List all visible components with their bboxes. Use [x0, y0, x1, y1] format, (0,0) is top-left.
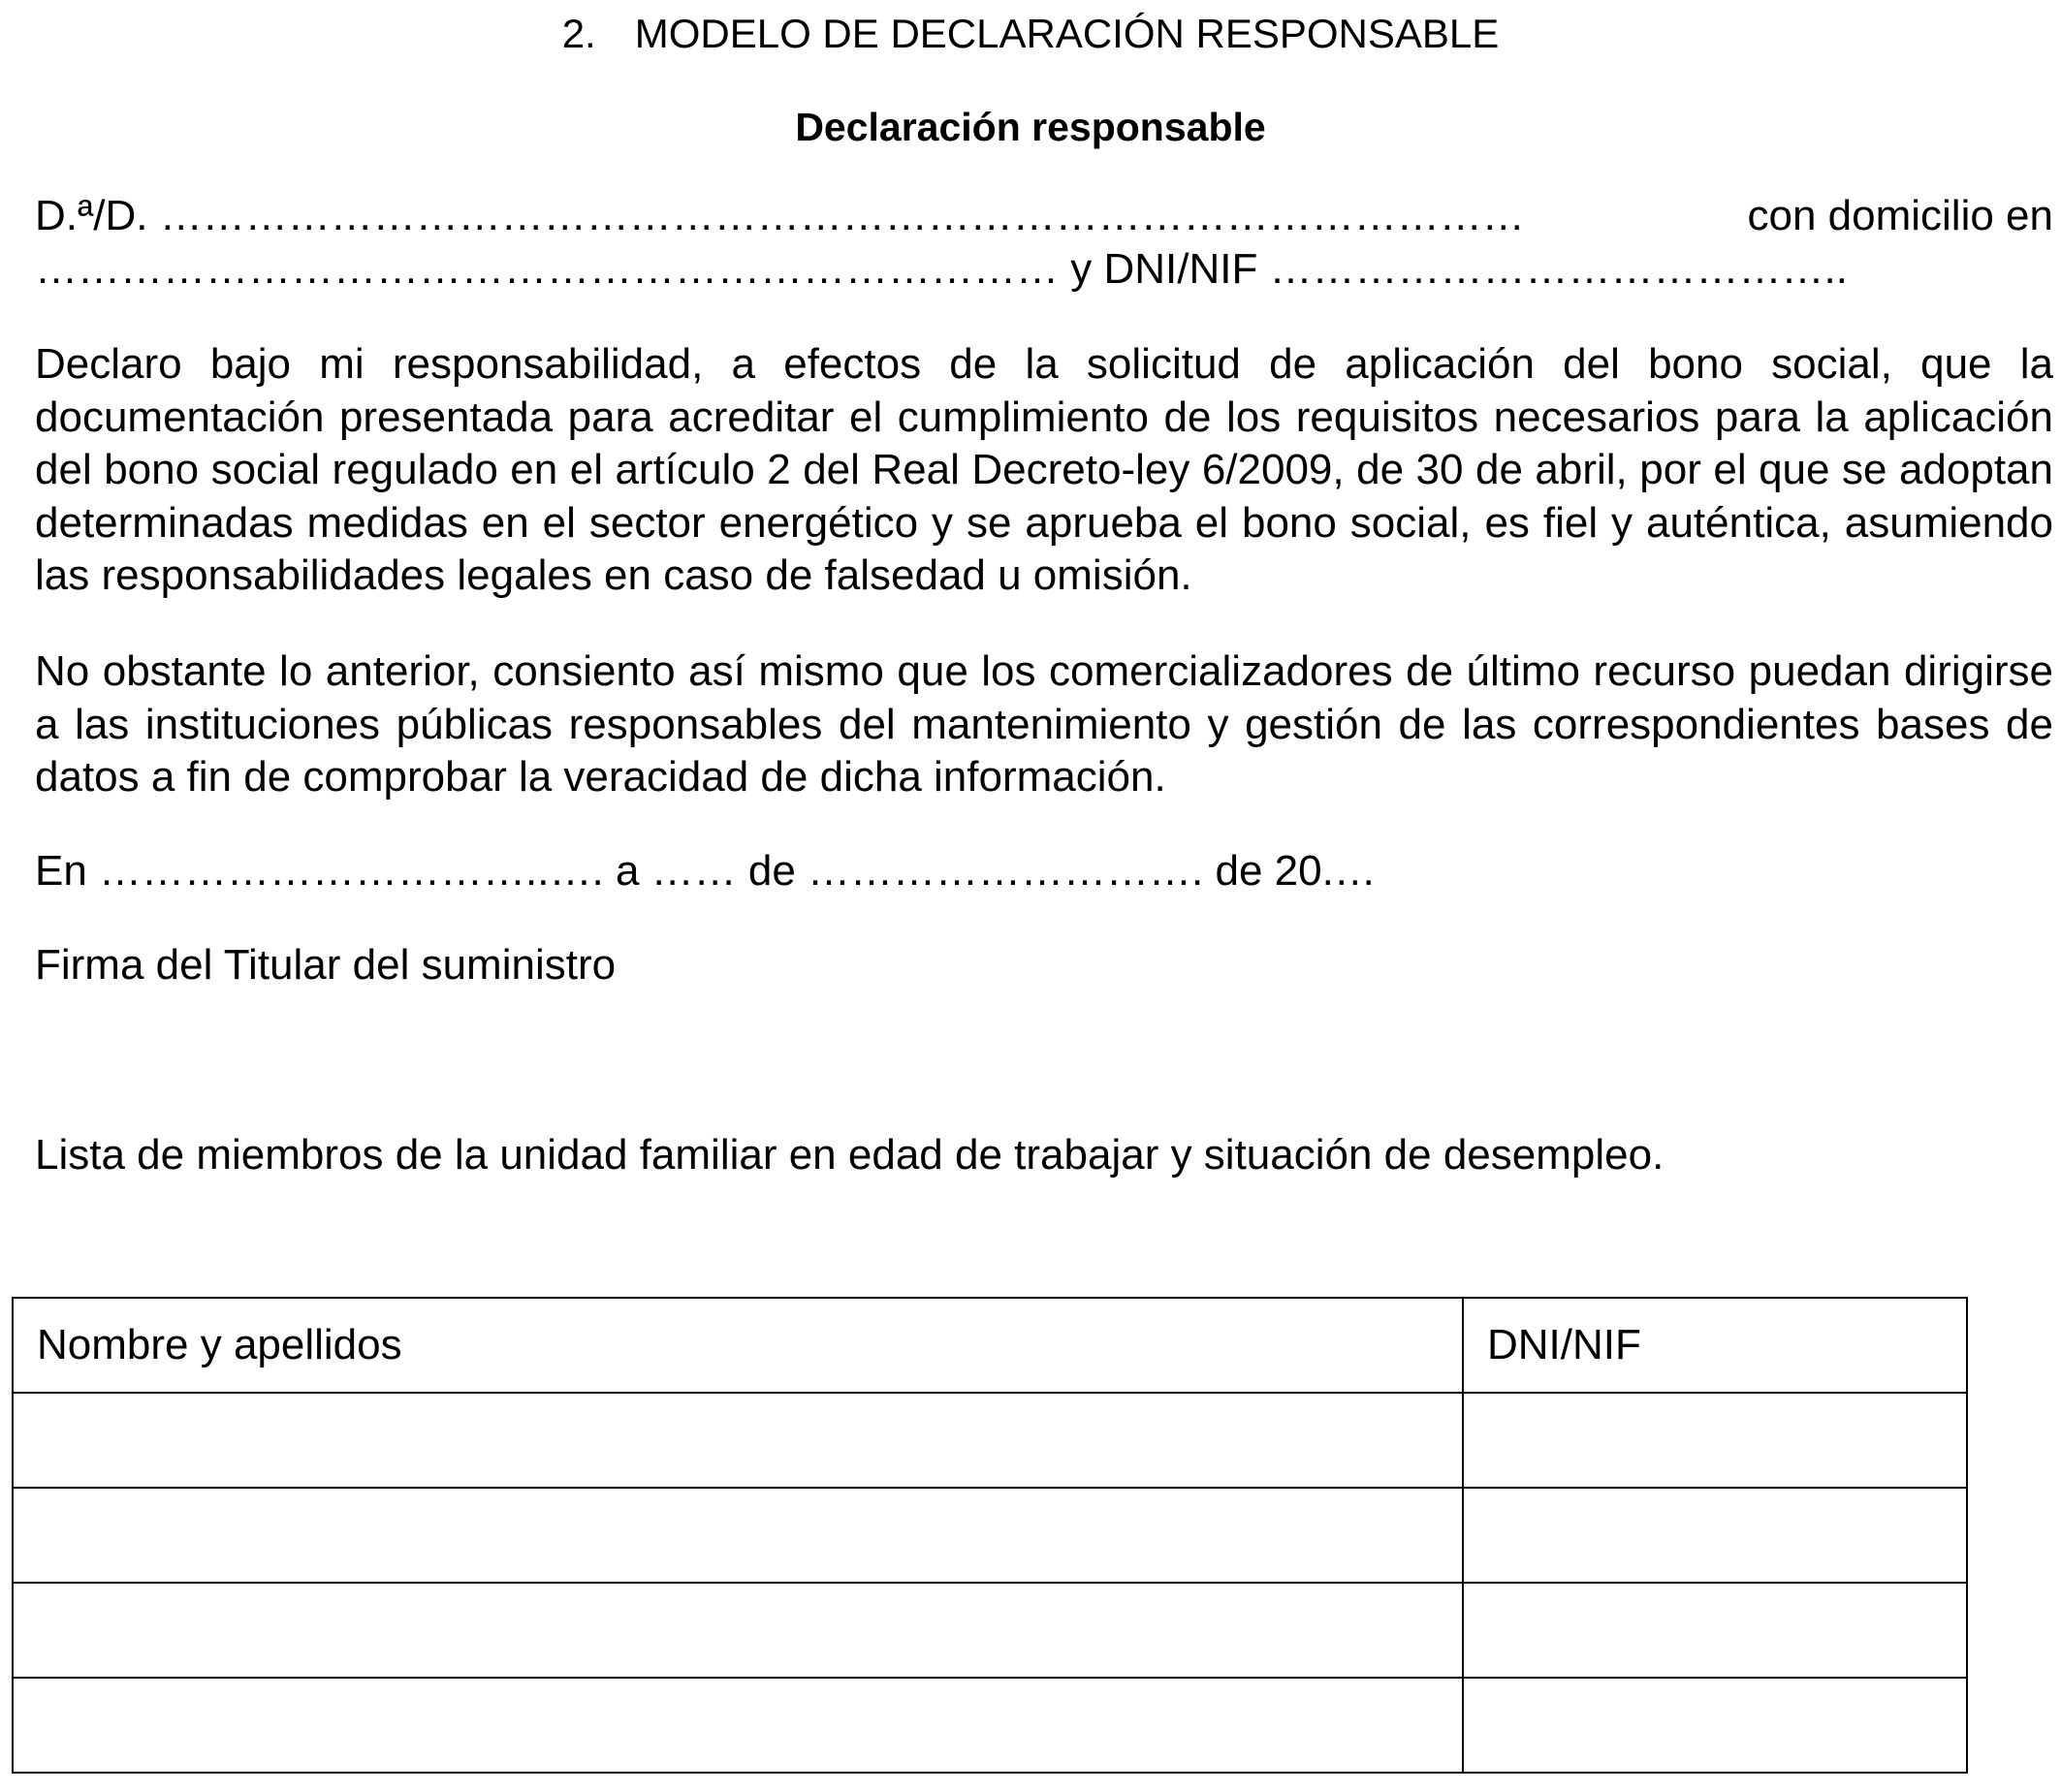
identification-line-2: ……………………………………………………………… y DNI/NIF ………………………………….. — [35, 245, 1848, 293]
signature-label: Firma del Titular del suministro — [35, 941, 617, 989]
name-cell — [13, 1678, 1463, 1773]
place-date-line: En …………………………..…. a …… de ………………………. de 20.… — [35, 847, 1377, 895]
members-list-title: Lista de miembros de la unidad familiar en edad de trabajar y situación de desempleo. — [35, 1131, 1665, 1179]
name-cell — [13, 1488, 1463, 1583]
identification-line-1 — [35, 190, 2053, 242]
header-name: Nombre y apellidos — [13, 1298, 1463, 1393]
declaration-paragraph: Declaro bajo mi responsabilidad, a efectos de la solicitud de aplicación del bono social, que la documentación presentada para acreditar el cumplimiento de los requisitos necesarios para la aplicación del bono social regulado en el artículo 2 del Real Decreto-ley 6/2009, de 30 de abril, por el que se adoptan determinadas medidas en el sector energético y se aprueba el bono social, es fiel y auténtica, asumiendo las responsabilidades legales en caso de falsedad u omisión. — [35, 340, 2053, 599]
dni-cell — [1463, 1583, 1967, 1678]
section-title: MODELO DE DECLARACIÓN RESPONSABLE — [634, 11, 1500, 56]
document-subtitle: Declaración responsable — [795, 105, 1266, 149]
table-header-row — [13, 1298, 1967, 1393]
section-number: 2. — [561, 11, 596, 56]
name-blank: D.ª/D. …………………………………………………………………………………… — [35, 192, 1525, 239]
table-row — [13, 1678, 1967, 1773]
dni-cell — [1463, 1678, 1967, 1773]
table-row — [13, 1488, 1967, 1583]
table-row — [13, 1583, 1967, 1678]
name-cell — [13, 1393, 1463, 1488]
dni-cell — [1463, 1393, 1967, 1488]
section-heading — [0, 8, 2061, 60]
consent-paragraph: No obstante lo anterior, consiento así mismo que los comercializadores de último recurso puedan dirigirse a las instituciones públicas responsables del mantenimiento y gestión de las correspondientes bases de datos a fin de comprobar la veracidad de dicha información. — [35, 647, 2053, 801]
domicile-label: con domicilio en — [1747, 192, 2053, 239]
name-cell — [13, 1583, 1463, 1678]
members-table — [12, 1297, 1968, 1774]
dni-cell — [1463, 1488, 1967, 1583]
header-dni: DNI/NIF — [1463, 1298, 1967, 1393]
table-row — [13, 1393, 1967, 1488]
